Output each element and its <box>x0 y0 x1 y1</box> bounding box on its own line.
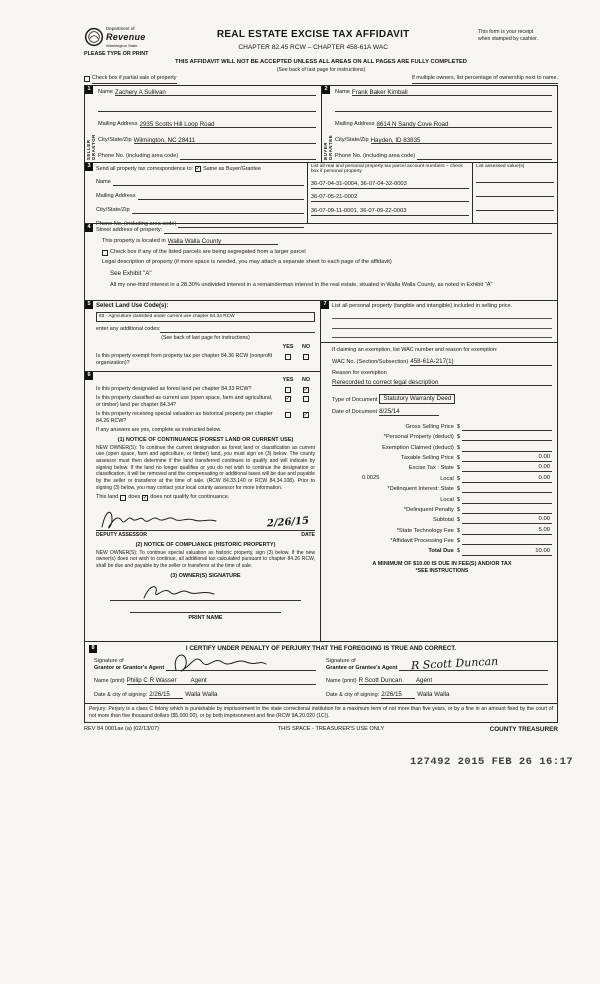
middle-columns <box>84 300 558 642</box>
notice-continuance-body: NEW OWNER(S): To continue the current designation as forest land or classification as current use (open space, farm and agriculture, or timber) land, you must sign on (3) below. The county assessor must then determine if the land transferred continues to qualify and will indicate by signing below. If the land no longer qualifies or you do not wish to continue the designation or classification, it will be removed and the compensating or additional taxes will be due and payable by the seller or transferor at the time of sale. (RCW 84.33.140 or RCW 84.34.108). Prior to signing (3) below, you may contact your local county assessor for more information. <box>96 444 315 491</box>
buyer-name-label: Name <box>335 89 350 96</box>
reason-exemption-value: Rerecorded to correct legal description <box>332 378 439 386</box>
county-value: Walla Walla County <box>167 237 222 245</box>
grantor-date-city-label: Date & city of signing: <box>94 691 148 698</box>
correspondence-name-label: Name <box>96 179 111 186</box>
section-5-tab: 5 <box>85 301 93 309</box>
historic-yes-checkbox[interactable] <box>285 412 291 418</box>
exemption-intro: If claiming an exemption, list WAC number and reason for exemption: <box>332 347 498 354</box>
agency-block <box>84 26 148 58</box>
grantor-signature <box>170 648 270 674</box>
money-label: *Delinquent Interest: State <box>387 486 454 493</box>
money-row <box>332 483 552 493</box>
seller-phone-label: Phone No. (including area code) <box>98 153 179 160</box>
assessed-value-line[interactable] <box>476 206 554 211</box>
seller-name-label: Name <box>98 89 113 96</box>
located-in-label: This property is located in <box>102 238 166 245</box>
same-as-buyer-checkmark: ✓ <box>195 165 201 172</box>
seller-citystatezip-value: Wilmington, NC 28411 <box>133 136 196 144</box>
nonprofit-no-checkbox[interactable] <box>303 354 309 360</box>
seller-citystatezip-input[interactable] <box>134 137 316 145</box>
dollar-sign: $ <box>456 527 460 534</box>
segregated-label: Check box if any of the listed parcels are being segregated from a larger parcel <box>110 248 306 255</box>
owner-signature <box>140 582 220 604</box>
historic-question: Is this property receiving special valuation as historical property per chapter 84.26 RCW? <box>96 411 273 424</box>
forest-land-question: Is this property designated as forest land per chapter 84.33 RCW? <box>96 385 252 392</box>
section-4-tab: 4 <box>85 224 93 232</box>
notice-compliance-title: (2) NOTICE OF COMPLIANCE (HISTORIC PROPERTY) <box>135 541 276 548</box>
county-treasurer-label: COUNTY TREASURER <box>489 725 558 733</box>
multiple-owners-note: If multiple owners, list percentage of ownership next to name. <box>412 75 558 83</box>
seller-extra-name-line[interactable] <box>98 105 316 113</box>
dollar-sign: $ <box>456 454 460 461</box>
buyer-citystatezip-input[interactable] <box>371 137 552 145</box>
correspondence-phone-label: Phone No. (including area code) <box>96 221 177 228</box>
grantor-name-print-label: Name (print) <box>94 677 125 684</box>
money-row <box>332 504 552 514</box>
buyer-word: BUYER <box>323 141 328 160</box>
section-7-tab: 7 <box>321 301 329 309</box>
legal-description-label: Legal description of property (if more space is needed, you may attach a separate sheet to each page of the affidavit) <box>102 259 392 266</box>
seller-side-label <box>86 97 97 160</box>
treasurer-receipt-stamp: 127492 2015 FEB 26 16:17 <box>410 756 574 768</box>
receipt-note-line2: when stamped by cashier. <box>478 35 538 42</box>
money-label: Total Due <box>428 548 454 555</box>
assessed-value-line[interactable] <box>476 192 554 197</box>
additional-codes-label: enter any additional codes: <box>96 325 161 332</box>
send-correspondence-label: Send all property tax correspondence to: <box>96 165 194 172</box>
section-6-tab: 6 <box>85 372 93 380</box>
grantee-word: GRANTEE <box>328 134 334 160</box>
grantor-date-value: 2/26/15 <box>149 691 170 699</box>
money-label: Excise Tax : State <box>408 465 454 472</box>
grantee-signature-line[interactable] <box>399 656 548 671</box>
revenue-seal-icon <box>84 27 104 47</box>
parties-row <box>84 85 558 163</box>
money-label: Exemption Claimed (deduct) <box>382 444 454 451</box>
seller-address-input[interactable] <box>140 121 317 129</box>
forest-yes-checkbox[interactable] <box>285 387 291 393</box>
segregated-checkbox[interactable] <box>102 250 108 256</box>
yes-column-header: YES <box>282 344 294 351</box>
personal-property-block <box>321 301 557 344</box>
local-rate-value: 0.0025 <box>362 474 380 481</box>
buyer-side-label <box>323 97 334 160</box>
assessed-value-line[interactable] <box>476 178 554 183</box>
current-use-question: Is this property classified as current use (open space, farm and agricultural, or timber) land per chapter 84.34? <box>96 395 273 408</box>
print-name-label: PRINT NAME <box>188 614 223 621</box>
form-footer <box>84 726 558 734</box>
owners-signature-label: (3) OWNER(S) SIGNATURE <box>170 572 241 579</box>
deputy-assessor-signature <box>98 507 228 533</box>
see-back-note-2: (See back of last page for instructions) <box>161 334 250 341</box>
buyer-address-label: Mailing Address <box>335 121 375 128</box>
buyer-extra-name-line[interactable] <box>335 105 552 113</box>
parcel-numbers-block <box>307 163 472 223</box>
dollar-sign: $ <box>456 444 460 451</box>
owner-signature-line[interactable] <box>110 581 301 601</box>
grantee-agent-label: Grantee or Grantee's Agent <box>326 664 398 671</box>
seller-word: SELLER <box>86 139 91 160</box>
section-7 <box>321 301 557 641</box>
historic-no-mark: ✓ <box>303 412 309 419</box>
form-title: REAL ESTATE EXCISE TAX AFFIDAVIT <box>216 29 410 40</box>
grantor-agent-label: Grantor or Grantor's Agent <box>94 664 165 671</box>
nonprofit-question: Is this property exempt from property tax per chapter 84.36 RCW (nonprofit organization)? <box>96 353 273 366</box>
grantor-date-input[interactable] <box>149 691 183 699</box>
grantee-name-input[interactable] <box>359 677 548 685</box>
dollar-sign: $ <box>456 423 460 430</box>
grantee-date-input[interactable] <box>381 691 415 699</box>
minimum-due-note: A MINIMUM OF $10.00 IS DUE IN FEE(S) AND/OR TAX <box>372 560 512 567</box>
reet-affidavit-form <box>84 26 558 734</box>
personal-property-line[interactable] <box>332 310 552 320</box>
correspondence-citystatezip-label: City/State/Zip <box>96 207 130 214</box>
treasurer-use-label: THIS SPACE - TREASURER'S USE ONLY <box>277 726 385 733</box>
gross-selling-price-input[interactable] <box>462 423 552 431</box>
dollar-sign: $ <box>456 486 460 493</box>
buyer-phone-input[interactable] <box>417 153 552 161</box>
seller-name-input[interactable] <box>115 89 316 97</box>
buyer-address-input[interactable] <box>377 121 553 129</box>
revenue-label: Revenue <box>106 31 146 42</box>
money-row <box>332 472 552 482</box>
see-instructions-note: *SEE INSTRUCTIONS <box>415 567 469 574</box>
historic-question-row <box>96 411 315 424</box>
forest-no-mark: ✓ <box>303 386 309 393</box>
money-label: *State Technology Fee <box>396 527 454 534</box>
taxable-selling-price-input[interactable]: 0.00 <box>462 454 552 462</box>
exhibit-note: See Exhibit "A" <box>110 269 152 277</box>
money-label: *Delinquent Penalty <box>403 506 454 513</box>
parcel-numbers-header: List all real and personal property tax parcel account numbers – check box if personal property <box>310 163 463 175</box>
warning-line: THIS AFFIDAVIT WILL NOT BE ACCEPTED UNLESS ALL AREAS ON ALL PAGES ARE FULLY COMPLETED <box>175 58 467 65</box>
reason-exemption-input[interactable] <box>332 379 552 387</box>
date-label: DATE <box>301 532 315 539</box>
parcel-number-value: 36-07-09-11-0001, 36-07-09-22-0003 <box>310 207 407 214</box>
legal-description-value: All my one-third interest in a 28.30% undivided interest in a remainderman interest in the real estate, situated in Walla Walla County, as noted in Exhibit "A" <box>110 282 493 289</box>
rev-number: REV 84 0001ae (a) (02/13/07) <box>84 726 159 733</box>
same-as-buyer-checkbox[interactable] <box>195 166 201 172</box>
money-label: Gross Selling Price <box>405 423 454 430</box>
nonprofit-yes-checkbox[interactable] <box>285 354 291 360</box>
form-header <box>84 26 558 58</box>
see-back-note: (See back of last page for instructions) <box>276 66 366 73</box>
total-due-input[interactable]: 10.00 <box>462 548 552 556</box>
wac-value: 458-61A-217(1) <box>410 358 454 366</box>
buyer-citystatezip-label: City/State/Zip <box>335 137 369 144</box>
washington-state-label: Washington State <box>106 42 138 48</box>
money-row <box>332 421 552 431</box>
parcel-number-value: 36-07-04-31-0004, 36-07-04-32-0003 <box>310 180 407 187</box>
grantor-signature-block <box>89 656 321 698</box>
additional-codes-input[interactable] <box>160 325 315 333</box>
section-8 <box>84 641 558 704</box>
money-row <box>332 535 552 545</box>
reason-exemption-label: Reason for exemption <box>332 369 387 376</box>
yes-no-header <box>96 344 315 351</box>
grantor-agent-value: Agent <box>190 677 207 685</box>
money-row <box>332 493 552 503</box>
money-label: *Personal Property (deduct) <box>383 434 454 441</box>
notice-compliance-body: NEW OWNER(S): To continue special valuation as historic property, sign (3) below. If the new owner(s) does not wish to continue, all additional tax calculated pursuant to chapter 84.26 RCW, shall be due and payable by the seller or transferor at the time of sale. <box>96 549 315 569</box>
personal-property-deduct-input[interactable] <box>462 433 552 441</box>
section-4 <box>84 223 558 301</box>
money-row <box>332 441 552 451</box>
forest-no-checkbox[interactable] <box>303 387 309 393</box>
grantee-date-city-label: Date & city of signing: <box>326 691 380 698</box>
money-row <box>332 431 552 441</box>
assessed-values-header: List assessed value(s) <box>476 163 525 169</box>
receipt-note-line1: This form is your receipt <box>478 29 534 35</box>
delinquent-interest-state-input[interactable] <box>462 485 552 493</box>
same-as-buyer-label: Same as Buyer/Grantee <box>203 165 261 172</box>
exemption-block <box>321 343 557 576</box>
section-1-tab: 1 <box>85 86 93 94</box>
deputy-assessor-label: DEPUTY ASSESSOR <box>96 532 148 539</box>
dollar-sign: $ <box>456 506 460 513</box>
current-use-yes-checkbox[interactable] <box>285 396 291 402</box>
grantee-signature-block <box>321 656 553 698</box>
parcel-number-row[interactable] <box>311 181 469 189</box>
county-input[interactable] <box>168 238 278 246</box>
money-label: Subtotal <box>432 517 454 524</box>
grantee-name-value: R Scott Duncan <box>358 677 402 685</box>
chapter-subtitle: CHAPTER 82.45 RCW – CHAPTER 458-61A WAC <box>238 43 389 51</box>
personal-property-line[interactable] <box>332 319 552 329</box>
assessed-values-block <box>472 163 557 223</box>
seller-citystatezip-label: City/State/Zip <box>98 137 132 144</box>
certify-statement: I CERTIFY UNDER PENALTY OF PERJURY THAT THE FOREGOING IS TRUE AND CORRECT. <box>185 644 457 652</box>
yes-column-header: YES <box>282 376 294 383</box>
receipt-note <box>478 29 558 42</box>
type-of-document-value[interactable]: Statutory Warranty Deed <box>379 394 455 404</box>
deputy-assessor-signature-line[interactable] <box>96 503 315 531</box>
section-5 <box>85 301 320 372</box>
notice-continuance-title: (1) NOTICE OF CONTINUANCE (FOREST LAND OR CURRENT USE) <box>117 436 294 443</box>
grantor-signature-line[interactable] <box>166 656 316 671</box>
dept-of-label: Department of <box>106 26 135 31</box>
grantor-name-value: Philip C R Wasser <box>126 677 177 685</box>
section-2-tab: 2 <box>322 86 330 94</box>
seller-phone-input[interactable] <box>180 153 316 161</box>
money-row <box>332 462 552 472</box>
no-column-header: NO <box>301 376 311 383</box>
grantor-name-input[interactable] <box>127 677 316 685</box>
seller-name-value: Zachery A Sullivan <box>114 88 166 96</box>
section-3-tab: 3 <box>85 163 93 171</box>
money-label: Local <box>440 475 454 482</box>
land-use-code-select[interactable] <box>96 312 315 322</box>
partial-sale-checkbox[interactable] <box>84 76 90 82</box>
wac-input[interactable] <box>410 358 552 366</box>
please-type-label: PLEASE TYPE OR PRINT <box>84 50 149 57</box>
subtotal-input[interactable]: 0.00 <box>462 516 552 524</box>
land-use-title: Select Land Use Code(s): <box>96 302 169 309</box>
affidavit-processing-fee-input[interactable] <box>462 537 552 545</box>
exemption-claimed-input[interactable] <box>462 444 552 452</box>
nonprofit-question-row <box>96 353 315 366</box>
grantee-agent-value: Agent <box>415 677 433 685</box>
partial-sale-row <box>84 75 558 83</box>
land-use-code-value: 83 - Agriculture classified under current use chapter 84.34 RCW <box>99 314 235 320</box>
continuance-qualify-row <box>96 494 315 501</box>
street-address-label: Street address of property: <box>96 227 163 234</box>
street-address-input[interactable] <box>164 227 552 235</box>
buyer-citystatezip-value: Hayden, ID 83835 <box>370 136 421 144</box>
correspondence-citystatezip-input[interactable] <box>132 207 304 215</box>
seller-address-label: Mailing Address <box>98 121 138 128</box>
current-use-no-checkbox[interactable] <box>303 396 309 402</box>
personal-property-label: List all personal property (tangible and intangible) included in selling price. <box>332 302 513 309</box>
does-label: does <box>128 494 141 501</box>
does-not-label: does not qualify for continuance. <box>150 494 230 501</box>
does-qualify-checkbox[interactable] <box>120 495 126 501</box>
buyer-address-value: 8614 N Sandy Cove Road <box>376 120 449 128</box>
no-column-header: NO <box>301 344 311 351</box>
excise-tax-state-input[interactable]: 0.00 <box>462 464 552 472</box>
title-block <box>152 26 474 52</box>
certify-row <box>89 645 553 653</box>
print-name-line[interactable] <box>130 612 281 613</box>
dollar-sign: $ <box>456 465 460 472</box>
current-use-yes-mark: ✓ <box>285 396 291 403</box>
parcel-number-value: 36-07-05-21-0002 <box>310 194 358 201</box>
money-row <box>332 514 552 524</box>
parcel-number-row[interactable] <box>311 194 469 202</box>
section-6 <box>85 372 320 641</box>
money-label: Local <box>440 496 454 503</box>
date-of-document-value: 8/25/14 <box>379 408 400 415</box>
correspondence-address-label: Mailing Address <box>96 193 136 200</box>
section-3 <box>84 162 558 228</box>
yes-no-header-2 <box>96 377 315 384</box>
correspondence-name-input[interactable] <box>113 179 304 187</box>
buyer-section <box>321 86 557 162</box>
seller-section <box>85 86 321 162</box>
grantee-signature-of-label: Signature of <box>326 658 356 665</box>
does-not-qualify-mark: ✓ <box>142 494 148 501</box>
personal-property-line[interactable] <box>332 329 552 339</box>
grantee-date-value: 2/26/15 <box>381 691 402 699</box>
money-label: *Affidavit Processing Fee <box>390 538 454 545</box>
seller-address-value: 2935 Scotts Hill Loop Road <box>139 120 215 128</box>
money-row <box>332 524 552 534</box>
dollar-sign: $ <box>456 434 460 441</box>
dollar-sign: $ <box>456 548 460 555</box>
dollar-sign: $ <box>456 496 460 503</box>
grantor-signature-of-label: Signature of <box>94 658 124 665</box>
state-technology-fee-input[interactable]: 5.00 <box>462 527 552 535</box>
grantee-city-value: Walla Walla <box>417 690 450 698</box>
if-yes-note: If any answers are yes, complete as instructed below. <box>96 427 222 434</box>
parcel-number-row[interactable] <box>311 208 469 216</box>
delinquent-interest-local-input[interactable] <box>462 496 552 504</box>
money-row <box>332 545 552 555</box>
dollar-sign: $ <box>456 517 460 524</box>
type-of-document-label: Type of Document <box>332 397 378 404</box>
buyer-phone-label: Phone No. (including area code) <box>335 153 416 160</box>
correspondence-block <box>85 163 307 228</box>
continuance-date-value: 2/26/15 <box>266 515 310 530</box>
excise-tax-local-input[interactable]: 0.00 <box>462 475 552 483</box>
buyer-name-input[interactable] <box>352 89 552 97</box>
agency-name <box>106 26 146 48</box>
section-8-tab: 8 <box>89 645 97 653</box>
current-use-question-row <box>96 395 315 408</box>
wac-label: WAC No. (Section/Subsection) <box>332 358 409 365</box>
money-table <box>332 421 552 556</box>
left-column <box>85 301 321 641</box>
forest-land-question-row <box>96 386 315 393</box>
money-label: Taxable Selling Price <box>401 454 454 461</box>
date-of-document-input[interactable] <box>379 408 439 416</box>
historic-no-checkbox[interactable] <box>303 412 309 418</box>
buyer-name-value: Frank Baker Kimball <box>351 88 408 96</box>
partial-sale-label: Check box if partial sale of property <box>92 75 177 83</box>
grantee-name-print-label: Name (print) <box>326 677 357 684</box>
delinquent-penalty-input[interactable] <box>462 506 552 514</box>
dollar-sign: $ <box>456 538 460 545</box>
does-not-qualify-checkbox[interactable] <box>142 495 148 501</box>
this-land-label: This land <box>96 494 119 501</box>
grantor-word: GRANTOR <box>91 133 97 160</box>
dollar-sign: $ <box>456 475 460 482</box>
correspondence-address-input[interactable] <box>138 193 304 201</box>
money-row <box>332 452 552 462</box>
grantor-city-value: Walla Walla <box>185 690 218 698</box>
perjury-clause: Perjury: Perjury is a class C felony which is punishable by imprisonment in the state correctional institution for a maximum term of not more than five years, or by a fine in an amount fixed by the court of not more than five thousand dollars ($5,000.00), or by both imprisonment and fine (RCW 9A.20.020 (1C)). <box>84 703 558 723</box>
grantee-signature: R Scott Duncan <box>411 654 499 672</box>
date-of-document-label: Date of Document <box>332 408 378 415</box>
